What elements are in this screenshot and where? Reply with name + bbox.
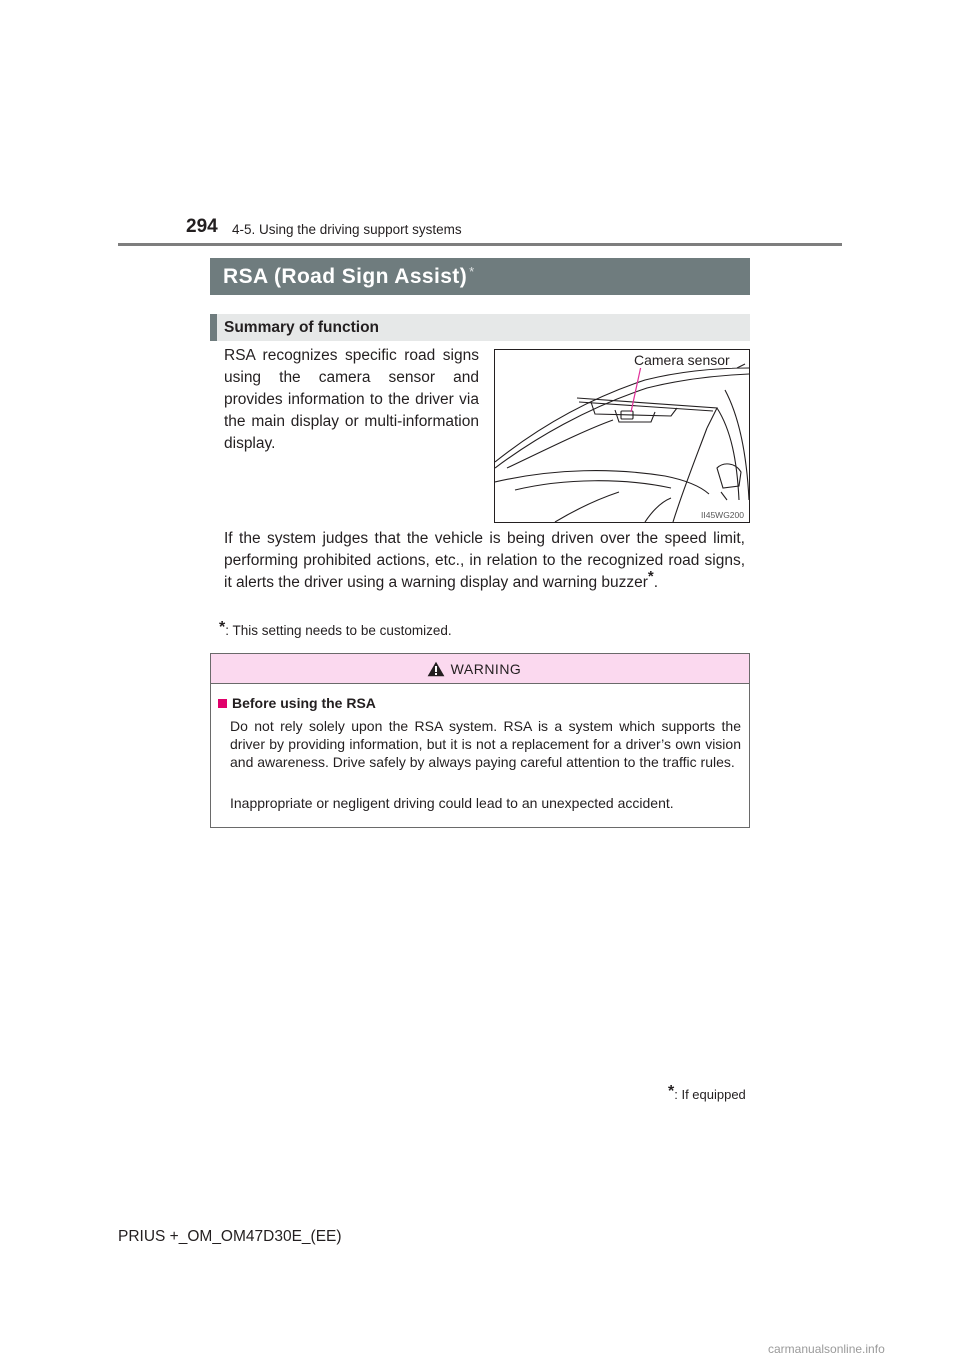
- body-paragraph: [224, 528, 745, 594]
- square-bullet-icon: [218, 699, 227, 708]
- warning-title: WARNING: [450, 660, 522, 677]
- intro-paragraph: RSA recognizes specific road signs using the camera sensor and provides information to the driver via the main display or multi-information display.: [224, 347, 479, 452]
- subheading-bar: [210, 314, 750, 341]
- equipment-note-text: : If equipped: [674, 1087, 746, 1102]
- equipment-note-asterisk: *: [668, 1083, 675, 1100]
- warning-heading-text: Before using the RSA: [232, 695, 376, 711]
- page-title-bar: [210, 258, 750, 295]
- title-asterisk: *: [469, 264, 475, 279]
- camera-sensor-label: Camera sensor: [634, 352, 730, 368]
- document-code: PRIUS +_OM_OM47D30E_(EE): [118, 1228, 342, 1245]
- windshield-figure: [494, 349, 750, 523]
- footnote: [219, 619, 452, 640]
- warning-body-second: Inappropriate or negligent driving could lead to an unexpected accident.: [230, 795, 674, 811]
- equipment-note: [668, 1083, 746, 1104]
- warning-box: [210, 653, 750, 828]
- footnote-text: : This setting needs to be customized.: [225, 623, 452, 638]
- body-asterisk: *: [647, 568, 654, 585]
- windshield-illustration: [495, 350, 749, 522]
- leader-line: [631, 366, 641, 412]
- footnote-asterisk: *: [219, 619, 226, 636]
- warning-triangle-icon: [427, 661, 445, 677]
- header-rule: [118, 243, 842, 246]
- warning-body: Do not rely solely upon the RSA system. RSA is a system which supports the driver by providing information, but it is not a replacement for a driver’s own vision and awareness. Drive safely by always paying careful attention to the traffic rules.: [230, 718, 741, 770]
- page-number: 294: [186, 216, 218, 237]
- figure-code: II45WG200: [701, 510, 744, 520]
- site-watermark: carmanualsonline.info: [768, 1342, 885, 1356]
- subheading: Summary of function: [224, 318, 380, 336]
- page-title: RSA (Road Sign Assist): [223, 264, 468, 288]
- warning-heading: [218, 695, 376, 711]
- warning-header: [211, 654, 749, 684]
- body-text: If the system judges that the vehicle is being driven over the speed limit, performing prohibited actions, etc., in relation to the recognized road signs, it alerts the driver using a warning display and warning buzzer: [224, 530, 745, 591]
- section-title: 4-5. Using the driving support systems: [232, 222, 462, 237]
- body-period: .: [653, 574, 659, 591]
